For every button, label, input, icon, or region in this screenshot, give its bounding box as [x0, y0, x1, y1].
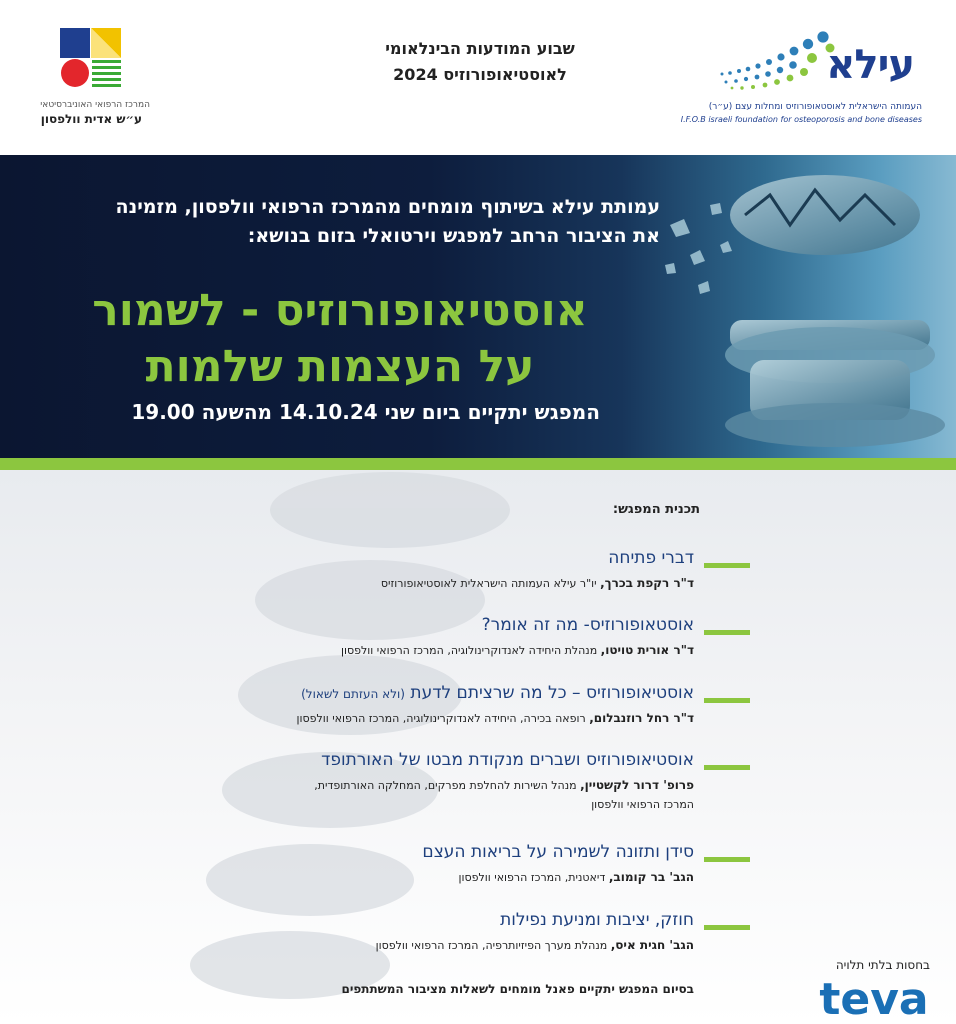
- header: [0, 0, 956, 155]
- teva-logo: [812, 974, 936, 1022]
- speaker-role: מנהל השירות להחלפת מפרקים, המחלקה האורתופדית,: [314, 779, 577, 792]
- program-bullet: [704, 857, 750, 862]
- program-bullet: [704, 698, 750, 703]
- event-title-line1: אוסטיאופורוזיס - לשמור: [92, 285, 588, 336]
- program-item-title-note: (ולא העזתם לשאול): [301, 687, 405, 701]
- speaker-name: ד"ר רקפת בכרך,: [600, 576, 694, 590]
- program-item-title: דברי פתיחה: [608, 548, 694, 568]
- event-title: [60, 283, 620, 395]
- teva-logo-word: teva: [819, 974, 929, 1022]
- wolfson-logo: [30, 28, 150, 128]
- ila-logo-word: עילא: [826, 42, 914, 88]
- banner-intro-line1: עמותת עילא בשיתוף מומחים מהמרכז הרפואי וולפסון, מזמינה: [115, 196, 660, 218]
- program-item-title-text: אוסטיאופורוזיס – כל מה שרציתם לדעת: [410, 683, 694, 703]
- program-bullet: [704, 630, 750, 635]
- wolfson-logo-graphic: [60, 28, 122, 90]
- program-section: [0, 470, 956, 1024]
- speaker-role: דיאטנית, המרכז הרפואי וולפסון: [458, 871, 606, 884]
- program-bullet: [704, 765, 750, 770]
- program-item-speaker: [381, 576, 694, 590]
- speaker-name: פרופ' דרור לקשטיין,: [580, 778, 694, 792]
- speaker-role: מנהלת היחידה לאנדוקרינולוגיה, המרכז הרפואי וולפסון: [341, 644, 598, 657]
- speaker-role: רופאה בכירה, היחידה לאנדוקרינולוגיה, המרכז הרפואי וולפסון: [296, 712, 586, 725]
- bone-fracture-illustration: [650, 155, 956, 458]
- program-item-speaker: [459, 870, 695, 884]
- banner-intro: [40, 193, 660, 251]
- banner-intro-line2: את הציבור הרחב למפגש וירטואלי בזום בנושא:: [247, 225, 660, 247]
- wolfson-logo-subtitle: המרכז הרפואי האוניברסיטאי: [40, 100, 150, 110]
- program-item-what-is-osteoporosis: [150, 615, 750, 655]
- program-item-speaker: [314, 778, 694, 792]
- closing-note: בסיום המפגש יתקיים פאנל מומחים לשאלות מציבור המשתתפים: [341, 982, 694, 996]
- program-item-fall-prevention: [150, 910, 750, 950]
- program-item-title: אוסטאופורוזיס- מה זה אומר?: [481, 615, 694, 635]
- event-title-line2: על העצמות שלמות: [145, 341, 535, 392]
- program-label: תכנית המפגש:: [612, 502, 700, 517]
- speaker-role: מנהלת מערך הפיזיותרפיה, המרכז הרפואי וולפסון: [375, 939, 608, 952]
- program-item-title: סידן ותזונה לשמירה על בריאות העצם: [422, 842, 694, 862]
- wolfson-logo-name: ע״ש אדית וולפסון: [40, 112, 142, 126]
- hero-banner: [0, 155, 956, 458]
- program-item-title: חוזק, יציבות ומניעת נפילות: [500, 910, 694, 930]
- ila-logo-subtitle-english: I.F.O.B israeli foundation for osteoporosis and bone diseases: [680, 115, 922, 124]
- ila-logo: [680, 22, 932, 132]
- awareness-week-line1: שבוע המודעות הבינלאומי: [385, 39, 575, 58]
- speaker-name: ד"ר רחל רוזנבלום,: [589, 711, 694, 725]
- program-item-everything-to-know: [150, 683, 750, 723]
- program-bullet: [704, 925, 750, 930]
- speaker-role: יו"ר עילא העמותה הישראלית לאוסטיאופורוזיס: [380, 577, 597, 590]
- program-item-title: [301, 683, 694, 703]
- awareness-week-line2: לאוסטיאופורוזיס 2024: [393, 65, 567, 84]
- program-item-speaker-role-line2: המרכז הרפואי וולפסון: [591, 798, 694, 811]
- awareness-week-title: [330, 36, 630, 88]
- speaker-name: הגב' בר קומוב,: [608, 870, 694, 884]
- divider-bar: [0, 458, 956, 470]
- event-date: המפגש יתקיים ביום שני 14.10.24 מהשעה 19.00: [131, 400, 600, 424]
- program-item-title: אוסטיאופורוזיס ושברים מנקודת מבטו של האורתופד: [321, 750, 694, 770]
- program-item-speaker: [376, 938, 694, 952]
- program-item-speaker: [341, 643, 694, 657]
- speaker-name: ד"ר אורית טויטו,: [600, 643, 694, 657]
- program-item-orthopedic-view: [150, 750, 750, 820]
- program-item-opening: [150, 548, 750, 588]
- sponsor-label: בחסות בלתי תלויה: [835, 958, 930, 972]
- speaker-name: הגב' חגית איס,: [610, 938, 694, 952]
- ila-logo-subtitle-hebrew: העמותה הישראלית לאוסטאופורוזיס ומחלות עצם (ע״ר): [708, 102, 922, 112]
- program-item-speaker: [296, 711, 694, 725]
- program-bullet: [704, 563, 750, 568]
- program-item-calcium-nutrition: [150, 842, 750, 882]
